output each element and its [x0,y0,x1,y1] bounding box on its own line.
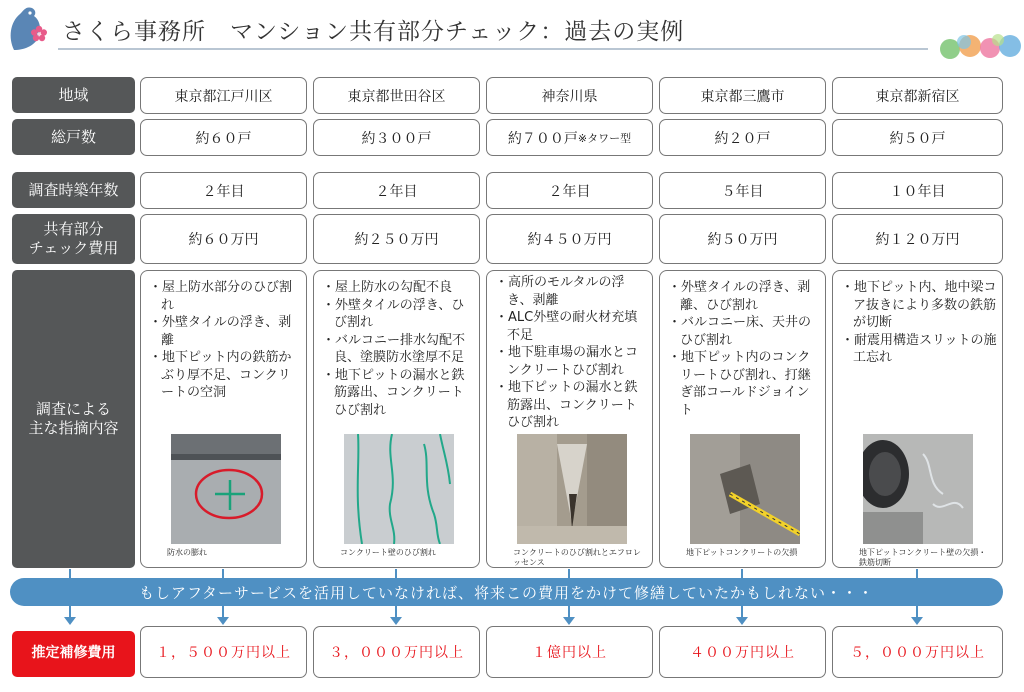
finding-item: ・ 外壁タイルの浮き、ひび割れ [322,297,475,332]
case3-units-value: 約７００戸 [507,130,578,147]
down-arrow-icon [390,617,402,625]
finding-item: ・ 地下ピット内の鉄筋かぶり厚不足、コンクリートの空洞 [149,349,302,402]
case2-units: 約３００戸 [313,119,480,156]
finding-item: ・ 屋上防水部分のひび割れ [149,279,302,314]
finding-item: ・ 地下駐車場の漏水とコンクリートひび割れ [495,344,648,379]
case3-repair-cost: １億円以上 [486,626,653,678]
label-age: 調査時築年数 [12,172,135,208]
case4-findings-list [668,279,821,419]
case2-findings-list [322,279,475,419]
case4-repair-cost: ４００万円以上 [659,626,826,678]
concrete-wall-crack-photo [344,434,454,544]
finding-item: ・ バルコニー床、天井のひび割れ [668,314,821,349]
case4-units: 約２０戸 [659,119,826,156]
down-arrow-icon [64,617,76,625]
finding-item: ・ 高所のモルタルの浮き、剥離 [495,274,648,309]
case5-findings-list [841,279,998,367]
label-region: 地域 [12,77,135,113]
label-findings-line1: 調査による [35,400,111,419]
case5-findings-card [832,270,1003,568]
case2-region: 東京都世田谷区 [313,77,480,114]
case1-region: 東京都江戸川区 [140,77,307,114]
case3-units-note: ※タワー型 [577,131,632,145]
case5-units: 約５０戸 [832,119,1003,156]
case1-check-cost: 約６０万円 [140,214,307,264]
finding-item: ・ 地下ピット内、地中梁コア抜きにより多数の鉄筋が切断 [841,279,998,332]
label-units: 総戸数 [12,119,135,155]
case1-findings-card [140,270,307,568]
down-arrow-icon [911,617,923,625]
sakura-bird-logo-icon [6,4,48,52]
label-findings [12,270,135,568]
finding-item: ・ 屋上防水の勾配不良 [322,279,475,297]
case1-units: 約６０戸 [140,119,307,156]
case3-findings-card [486,270,653,568]
waterproofing-blister-photo [171,434,281,544]
label-check-cost-line1: 共有部分 [43,220,104,239]
label-findings-line2: 主な指摘内容 [28,419,119,437]
case4-findings-card [659,270,826,568]
case5-age: １０年目 [832,172,1003,209]
case3-findings-list [495,274,648,432]
case1-repair-cost: １，５００万円以上 [140,626,307,678]
case5-photo-caption: 地下ピットコンクリート壁の欠損・鉄筋切断 [859,548,987,567]
case3-units [486,119,653,156]
case2-check-cost: 約２５０万円 [313,214,480,264]
case4-check-cost: 約５０万円 [659,214,826,264]
case1-photo-caption: 防水の膨れ [167,548,207,557]
case5-check-cost: 約１２０万円 [832,214,1003,264]
finding-item: ・ ALC外壁の耐火材充填不足 [495,309,648,344]
case5-region: 東京都新宿区 [832,77,1003,114]
case2-repair-cost: ３，０００万円以上 [313,626,480,678]
finding-item: ・ 外壁タイルの浮き、剥離、ひび割れ [668,279,821,314]
page-header [0,0,1024,60]
decorative-dots-icon [940,34,1024,60]
case4-age: ５年目 [659,172,826,209]
label-check-cost [12,214,135,264]
pit-concrete-defect-photo [690,434,800,544]
header-divider [58,48,928,50]
case3-region: 神奈川県 [486,77,653,114]
down-arrow-icon [736,617,748,625]
case3-age: ２年目 [486,172,653,209]
case2-findings-card [313,270,480,568]
case3-photo-caption: コンクリートのひび割れとエフロレッセンス [513,548,641,567]
label-repair-cost: 推定補修費用 [12,631,135,677]
case2-age: ２年目 [313,172,480,209]
finding-item: ・ 地下ピットの漏水と鉄筋露出、コンクリートひび割れ [322,367,475,420]
case3-check-cost: 約４５０万円 [486,214,653,264]
down-arrow-icon [563,617,575,625]
finding-item: ・ 耐震用構造スリットの施工忘れ [841,332,998,367]
case4-region: 東京都三鷹市 [659,77,826,114]
case2-photo-caption: コンクリート壁のひび割れ [340,548,436,557]
page-title: さくら事務所 マンション共有部分チェック：過去の実例 [62,19,685,45]
finding-item: ・ 地下ピットの漏水と鉄筋露出、コンクリートひび割れ [495,379,648,432]
finding-item: ・ 地下ピット内のコンクリートひび割れ、打継ぎ部コールドジョイント [668,349,821,419]
after-service-banner: もしアフターサービスを活用していなければ、将来この費用をかけて修繕していたかもしれない・・・ [10,578,1003,606]
case1-age: ２年目 [140,172,307,209]
case5-repair-cost: ５，０００万円以上 [832,626,1003,678]
down-arrow-icon [217,617,229,625]
case1-findings-list [149,279,302,402]
case4-photo-caption: 地下ピットコンクリートの欠損 [686,548,798,557]
finding-item: ・ バルコニー排水勾配不良、塗膜防水塗厚不足 [322,332,475,367]
finding-item: ・ 外壁タイルの浮き、剥離 [149,314,302,349]
cut-rebar-photo [863,434,973,544]
efflorescence-crack-photo [517,434,627,544]
label-check-cost-line2: チェック費用 [28,239,119,257]
